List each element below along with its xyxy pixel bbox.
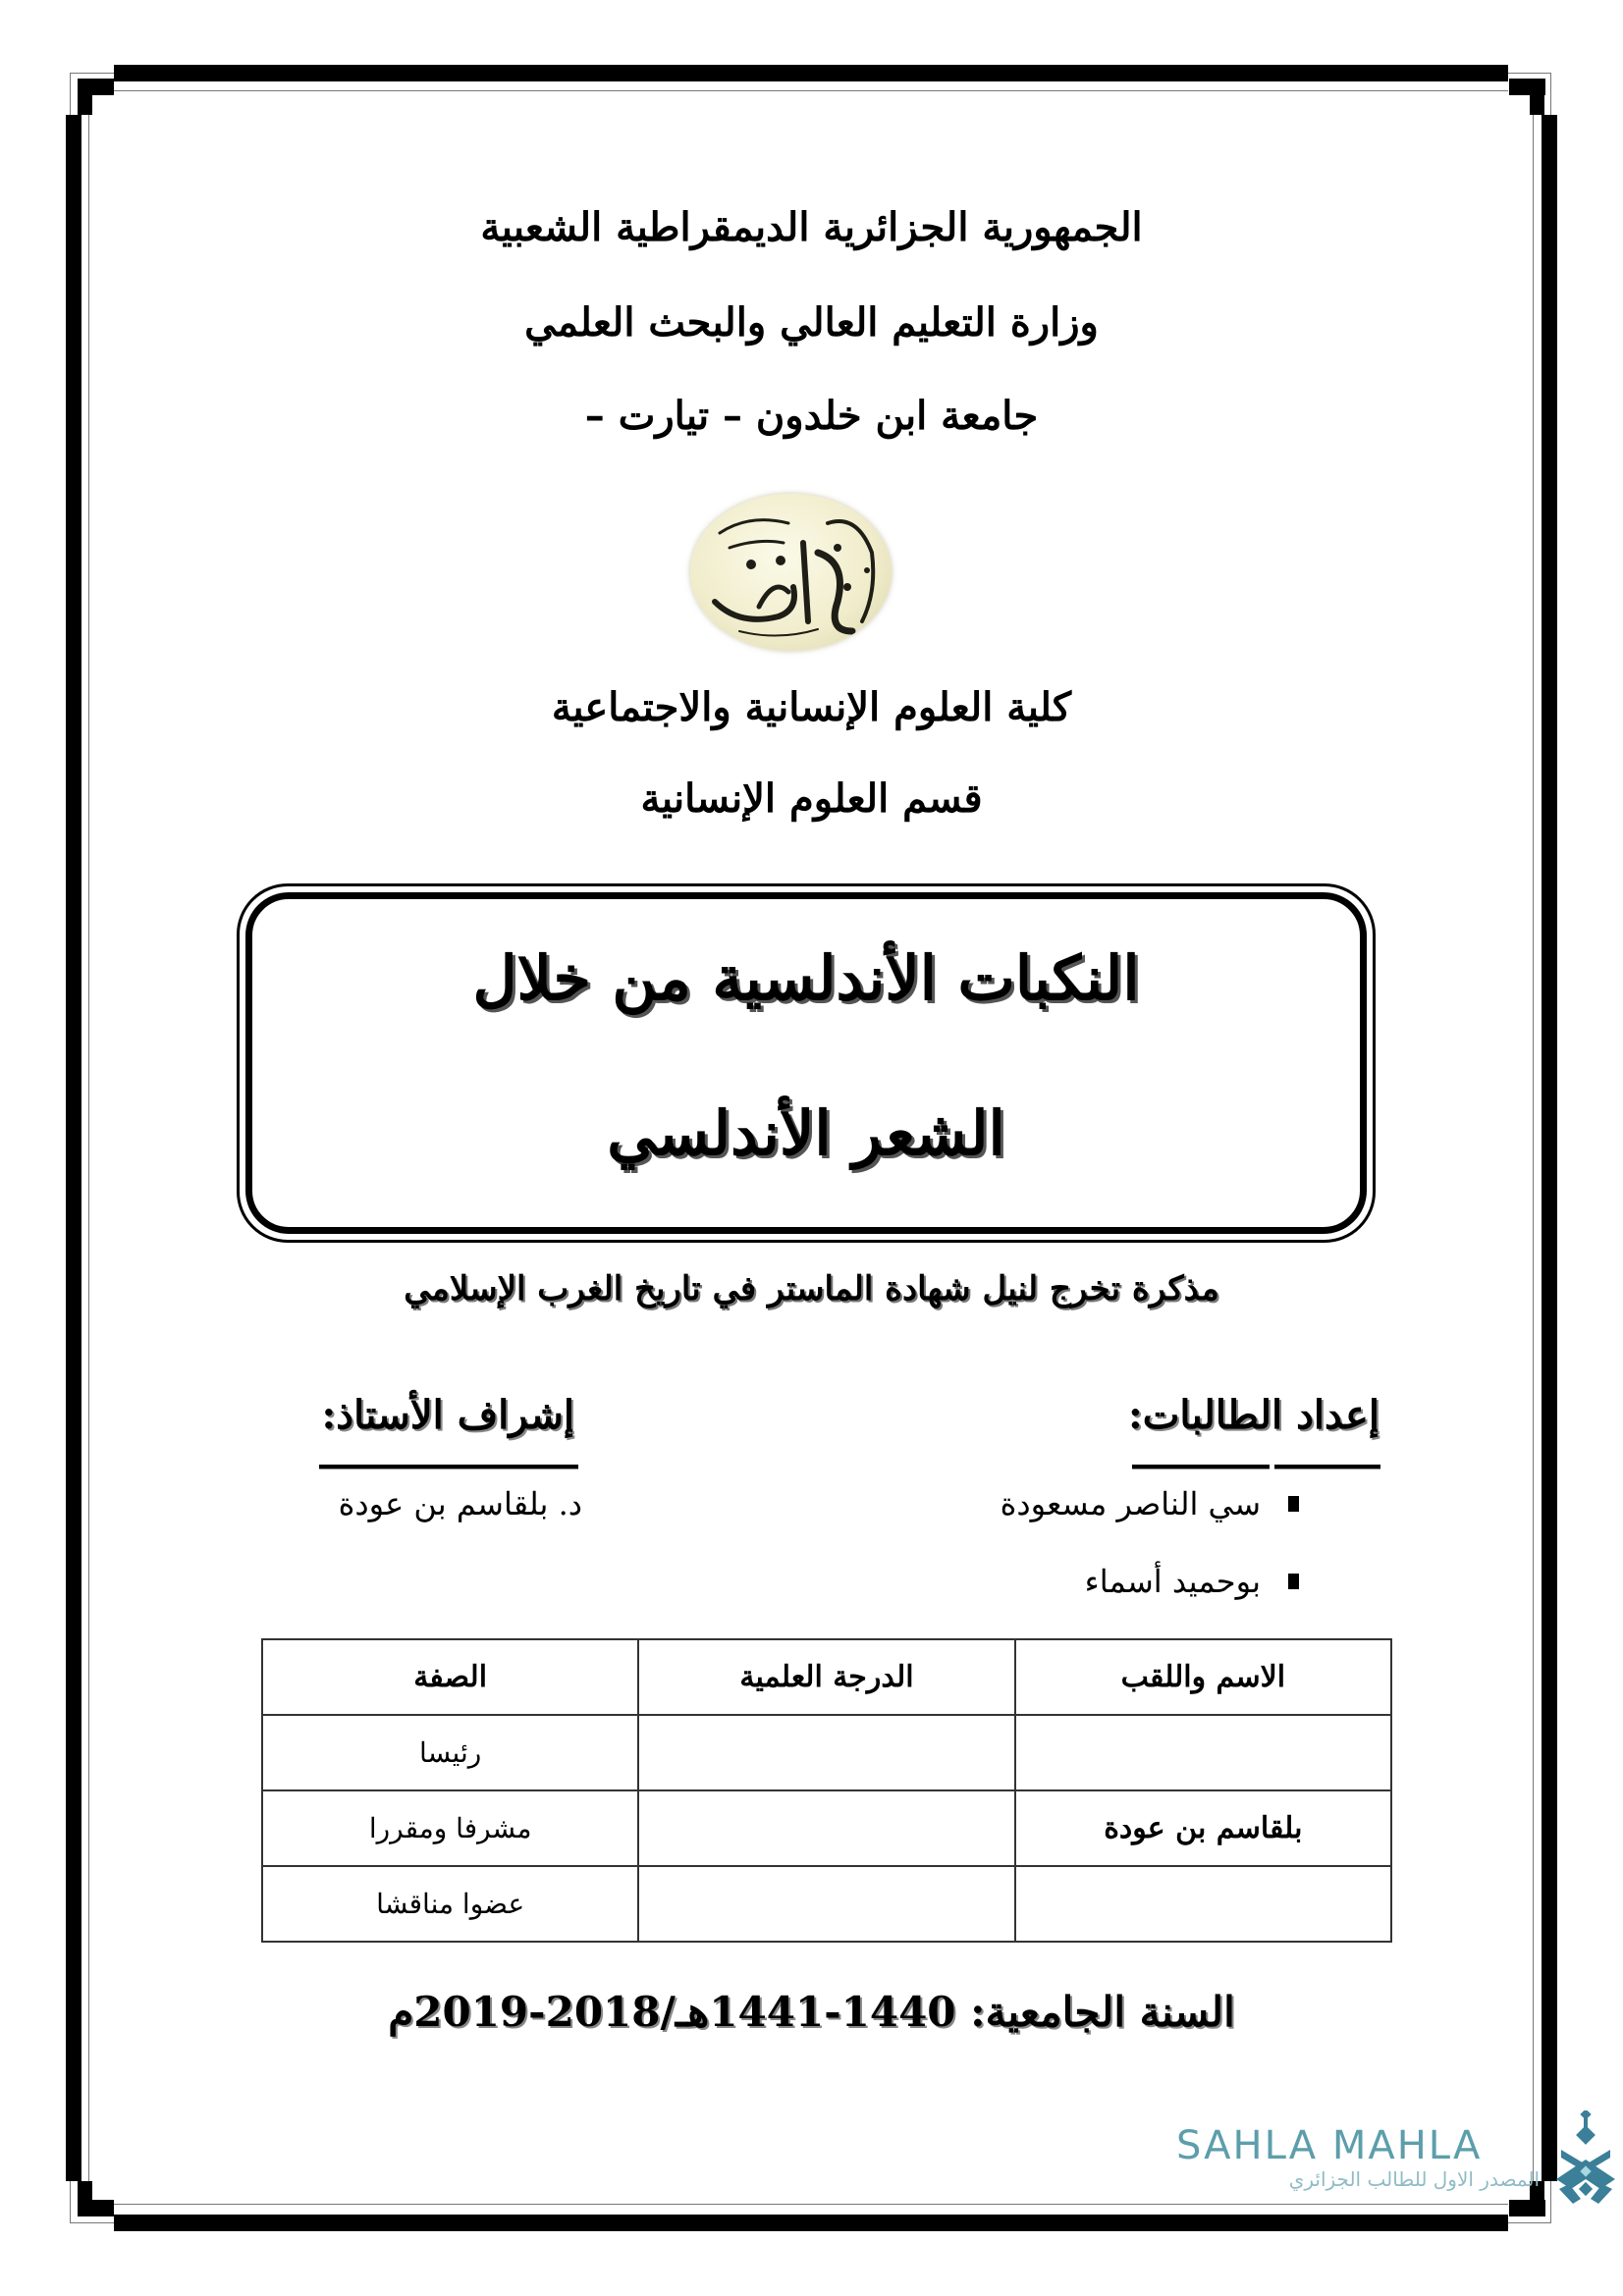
cell-role: رئيسا bbox=[262, 1715, 638, 1790]
outer-line-tr-h bbox=[1508, 73, 1550, 74]
table-row bbox=[262, 1715, 1391, 1790]
sahla-mahla-logo-icon bbox=[1551, 2110, 1620, 2218]
corner-top-right-v bbox=[1530, 79, 1544, 115]
university-seal-icon bbox=[690, 494, 892, 651]
academic-year-label: السنة الجامعية: bbox=[970, 1988, 1235, 2036]
table-header-row bbox=[262, 1639, 1391, 1715]
faculty-name: كلية العلوم الإنسانية والاجتماعية bbox=[551, 684, 1072, 730]
supervisor-name: د. بلقاسم بن عودة bbox=[338, 1485, 582, 1522]
column-header-role: الصفة bbox=[262, 1639, 638, 1715]
watermark-tagline: المصدر الاول للطالب الجزائري bbox=[1288, 2167, 1540, 2191]
table-row bbox=[262, 1866, 1391, 1942]
cell-degree bbox=[638, 1790, 1014, 1866]
thesis-subtitle: مذكرة تخرج لنيل شهادة الماستر في تاريخ الغرب الإسلامي bbox=[404, 1269, 1219, 1308]
cell-role: عضوا مناقشا bbox=[262, 1866, 638, 1942]
cell-role: مشرفا ومقررا bbox=[262, 1790, 638, 1866]
outer-line-br-h bbox=[1508, 2222, 1550, 2223]
thesis-title-line-2: الشعر الأندلسي bbox=[607, 1097, 1005, 1169]
inner-line-bottom bbox=[114, 2204, 1508, 2205]
inner-line-top bbox=[114, 90, 1508, 91]
ministry-name: وزارة التعليم العالي والبحث العلمي bbox=[524, 299, 1099, 346]
student-item bbox=[1085, 1563, 1299, 1600]
corner-top-left-v bbox=[78, 79, 92, 115]
sahla-mahla-watermark bbox=[1176, 2123, 1540, 2191]
watermark-title: SAHLA MAHLA bbox=[1176, 2123, 1483, 2168]
student-name: بوحميد أسماء bbox=[1084, 1563, 1261, 1600]
department-name: قسم العلوم الإنسانية bbox=[640, 775, 983, 822]
outer-line-bl-h bbox=[70, 2222, 114, 2223]
students-heading: إعداد الطالبات: bbox=[1128, 1392, 1380, 1438]
square-bullet-icon bbox=[1288, 1496, 1299, 1512]
corner-bottom-left-v bbox=[78, 2181, 92, 2216]
outer-line-bl-v bbox=[70, 2181, 71, 2223]
cell-name bbox=[1015, 1866, 1391, 1942]
student-name: سي الناصر مسعودة bbox=[1000, 1485, 1261, 1522]
academic-year-value: 1440-1441هـ/2018-2019م bbox=[388, 1988, 956, 2036]
seal-calligraphy bbox=[690, 494, 892, 651]
outer-line-tl-v bbox=[70, 73, 71, 115]
supervisor-heading: إشراف الأستاذ: bbox=[321, 1392, 574, 1438]
cell-name: بلقاسم بن عودة bbox=[1015, 1790, 1391, 1866]
square-bullet-icon bbox=[1288, 1574, 1299, 1589]
jury-table bbox=[261, 1638, 1392, 1943]
border-top-bar bbox=[114, 65, 1508, 81]
thesis-title-line-1: النكبات الأندلسية من خلال bbox=[472, 942, 1140, 1014]
cell-name bbox=[1015, 1715, 1391, 1790]
table-row bbox=[262, 1790, 1391, 1866]
outer-line-tl-h bbox=[70, 73, 114, 74]
cell-degree bbox=[638, 1715, 1014, 1790]
students-heading-underline-1 bbox=[1274, 1465, 1380, 1468]
republic-name: الجمهورية الجزائرية الديمقراطية الشعبية bbox=[480, 204, 1143, 250]
cell-degree bbox=[638, 1866, 1014, 1942]
border-bottom-bar bbox=[114, 2215, 1508, 2231]
outer-line-tr-v bbox=[1550, 73, 1551, 115]
column-header-name: الاسم واللقب bbox=[1015, 1639, 1391, 1715]
university-name: جامعة ابن خلدون – تيارت – bbox=[584, 393, 1039, 439]
column-header-degree: الدرجة العلمية bbox=[638, 1639, 1014, 1715]
students-heading-underline-2 bbox=[1132, 1465, 1270, 1468]
supervisor-heading-underline bbox=[319, 1465, 578, 1468]
student-item bbox=[1001, 1485, 1299, 1522]
academic-year bbox=[0, 1988, 1623, 2036]
